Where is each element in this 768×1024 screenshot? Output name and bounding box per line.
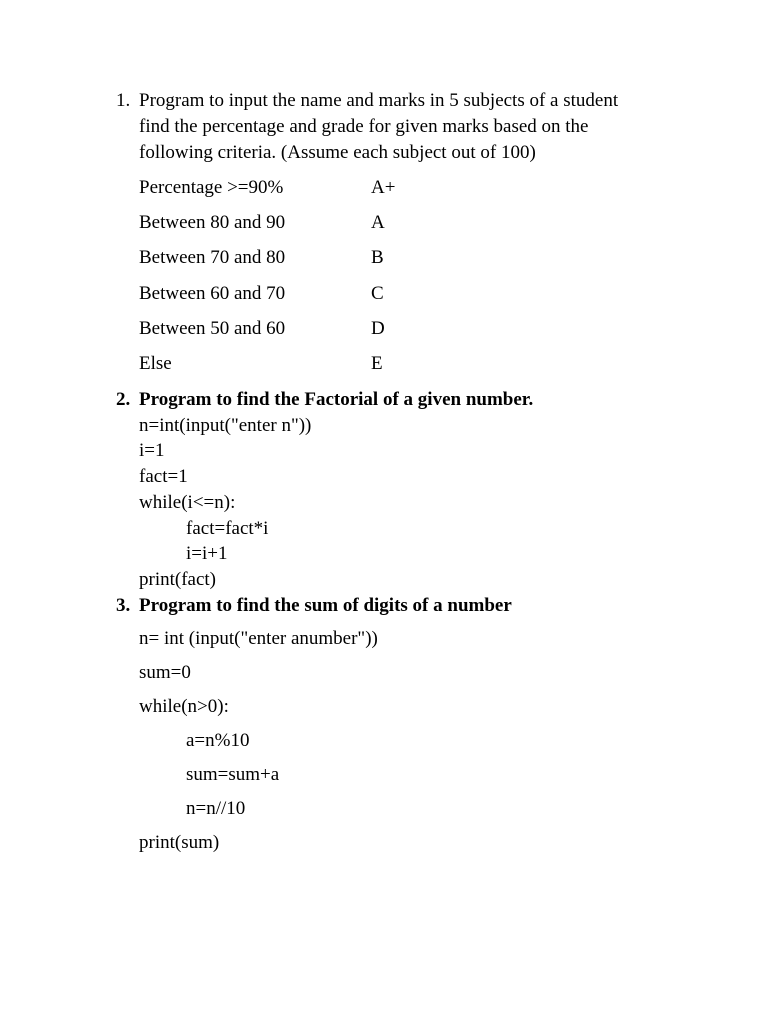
q2-code-line: fact=1: [139, 466, 188, 487]
q2-code-line: fact=fact*i: [186, 518, 269, 539]
q3-title: Program to find the sum of digits of a number: [139, 595, 512, 616]
criteria-label: Between 80 and 90: [139, 212, 286, 233]
q1-line-3: following criteria. (Assume each subject out of 100): [139, 142, 536, 163]
criteria-label: Between 70 and 80: [139, 247, 286, 268]
q2-code-line: while(i<=n):: [139, 492, 236, 513]
criteria-label: Between 60 and 70: [139, 283, 286, 304]
q2-code-line: n=int(input("enter n")): [139, 415, 312, 436]
q2-code-line: print(fact): [139, 569, 217, 590]
criteria-grade: C: [371, 283, 384, 304]
q2-number: 2.: [116, 389, 131, 410]
q3-code-line: a=n%10: [186, 730, 250, 751]
q2-code-line: i=i+1: [186, 543, 228, 564]
q2-code-line: i=1: [139, 440, 165, 461]
q1-line-1: Program to input the name and marks in 5 subjects of a student: [139, 90, 619, 111]
q1-line-2: find the percentage and grade for given marks based on the: [139, 116, 589, 137]
q3-code-line: sum=0: [139, 662, 191, 683]
q3-code-line: sum=sum+a: [186, 764, 280, 785]
q3-code-line: while(n>0):: [139, 696, 229, 717]
q3-number: 3.: [116, 595, 131, 616]
criteria-grade: E: [371, 353, 383, 374]
q3-code-line: n= int (input("enter anumber")): [139, 628, 378, 649]
q3-code-line: print(sum): [139, 832, 220, 853]
criteria-grade: A+: [371, 177, 396, 198]
criteria-label: Between 50 and 60: [139, 318, 286, 339]
criteria-grade: D: [371, 318, 385, 339]
q3-code-line: n=n//10: [186, 798, 246, 819]
criteria-label: Else: [139, 353, 172, 374]
criteria-label: Percentage >=90%: [139, 177, 284, 198]
criteria-grade: A: [371, 212, 385, 233]
q2-title: Program to find the Factorial of a given number.: [139, 389, 534, 410]
criteria-grade: B: [371, 247, 384, 268]
q1-number: 1.: [116, 90, 131, 111]
